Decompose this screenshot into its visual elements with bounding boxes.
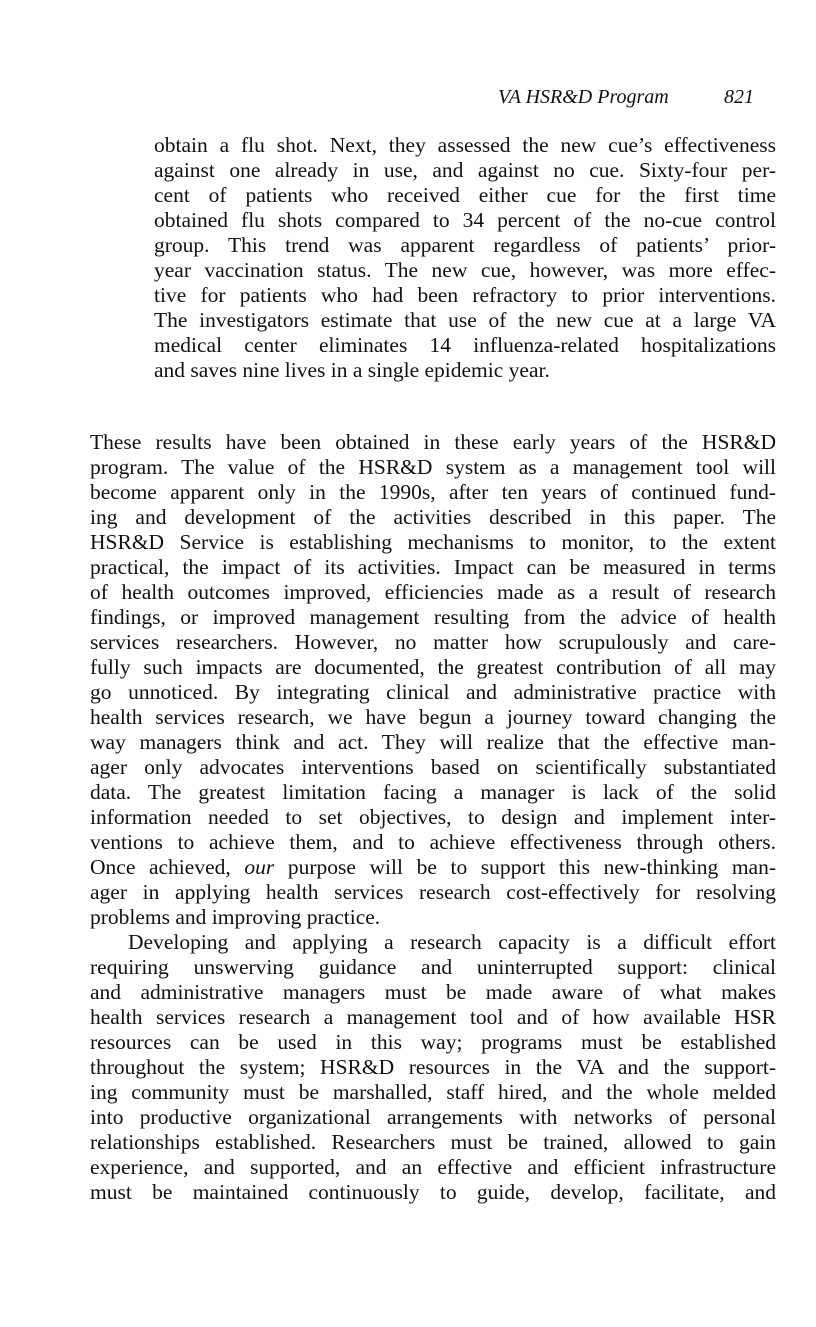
text-line: fully such impacts are documented, the greatest contribution of all may bbox=[90, 655, 776, 679]
text-run: purpose will be to support this new-thinking man- bbox=[274, 855, 777, 879]
text-line: and administrative managers must be made aware of what makes bbox=[90, 980, 776, 1004]
text-line bbox=[90, 855, 776, 879]
text-line: problems and improving practice. bbox=[90, 905, 381, 929]
text-line: into productive organizational arrangements with networks of personal bbox=[90, 1105, 776, 1129]
text-line: information needed to set objectives, to design and implement inter- bbox=[90, 805, 776, 829]
text-line: must be maintained continuously to guide, develop, facilitate, and bbox=[90, 1180, 776, 1204]
emphasis-our: our bbox=[244, 855, 275, 879]
text-line: of health outcomes improved, efficiencies made as a result of research bbox=[90, 580, 776, 604]
text-line: ing and development of the activities described in this paper. The bbox=[90, 505, 776, 529]
text-line: resources can be used in this way; programs must be established bbox=[90, 1030, 776, 1054]
text-line: Developing and applying a research capacity is a difficult effort bbox=[128, 930, 776, 954]
text-line: These results have been obtained in these early years of the HSR&D bbox=[90, 430, 776, 454]
text-line: health services research, we have begun a journey toward changing the bbox=[90, 705, 776, 729]
text-line: experience, and supported, and an effective and efficient infrastructure bbox=[90, 1155, 776, 1179]
text-line: obtain a flu shot. Next, they assessed the new cue’s effectiveness bbox=[154, 133, 776, 157]
text-line: tive for patients who had been refractory to prior interventions. bbox=[154, 283, 776, 307]
text-line: group. This trend was apparent regardless of patients’ prior- bbox=[154, 233, 776, 257]
text-line: requiring unswerving guidance and uninterrupted support: clinical bbox=[90, 955, 776, 979]
text-line: findings, or improved management resulting from the advice of health bbox=[90, 605, 776, 629]
text-line: services researchers. However, no matter how scrupulously and care- bbox=[90, 630, 776, 654]
text-line: against one already in use, and against no cue. Sixty-four per- bbox=[154, 158, 776, 182]
text-line: ing community must be marshalled, staff hired, and the whole melded bbox=[90, 1080, 776, 1104]
text-line: health services research a management tool and of how available HSR bbox=[90, 1005, 776, 1029]
text-line: cent of patients who received either cue for the first time bbox=[154, 183, 776, 207]
text-line: data. The greatest limitation facing a manager is lack of the solid bbox=[90, 780, 776, 804]
text-line: year vaccination status. The new cue, however, was more effec- bbox=[154, 258, 776, 282]
text-line: throughout the system; HSR&D resources in the VA and the support- bbox=[90, 1055, 776, 1079]
page-number: 821 bbox=[724, 86, 754, 108]
text-line: relationships established. Researchers must be trained, allowed to gain bbox=[90, 1130, 776, 1154]
text-line: ager only advocates interventions based on scientifically substantiated bbox=[90, 755, 776, 779]
text-line: go unnoticed. By integrating clinical and administrative practice with bbox=[90, 680, 776, 704]
text-line: practical, the impact of its activities. Impact can be measured in terms bbox=[90, 555, 776, 579]
text-line: program. The value of the HSR&D system as a management tool will bbox=[90, 455, 776, 479]
text-line: become apparent only in the 1990s, after ten years of continued fund- bbox=[90, 480, 776, 504]
text-line: ventions to achieve them, and to achieve effectiveness through others. bbox=[90, 830, 776, 854]
text-run: Once achieved, bbox=[90, 855, 245, 879]
text-line: medical center eliminates 14 influenza-related hospitalizations bbox=[154, 333, 776, 357]
text-line: obtained flu shots compared to 34 percent of the no-cue control bbox=[154, 208, 776, 232]
text-line: ager in applying health services research cost-effectively for resolving bbox=[90, 880, 776, 904]
text-line: The investigators estimate that use of the new cue at a large VA bbox=[154, 308, 776, 332]
text-line: and saves nine lives in a single epidemic year. bbox=[154, 358, 550, 382]
text-line: HSR&D Service is establishing mechanisms to monitor, to the extent bbox=[90, 530, 776, 554]
running-head-title: VA HSR&D Program bbox=[498, 86, 669, 108]
text-line: way managers think and act. They will realize that the effective man- bbox=[90, 730, 776, 754]
